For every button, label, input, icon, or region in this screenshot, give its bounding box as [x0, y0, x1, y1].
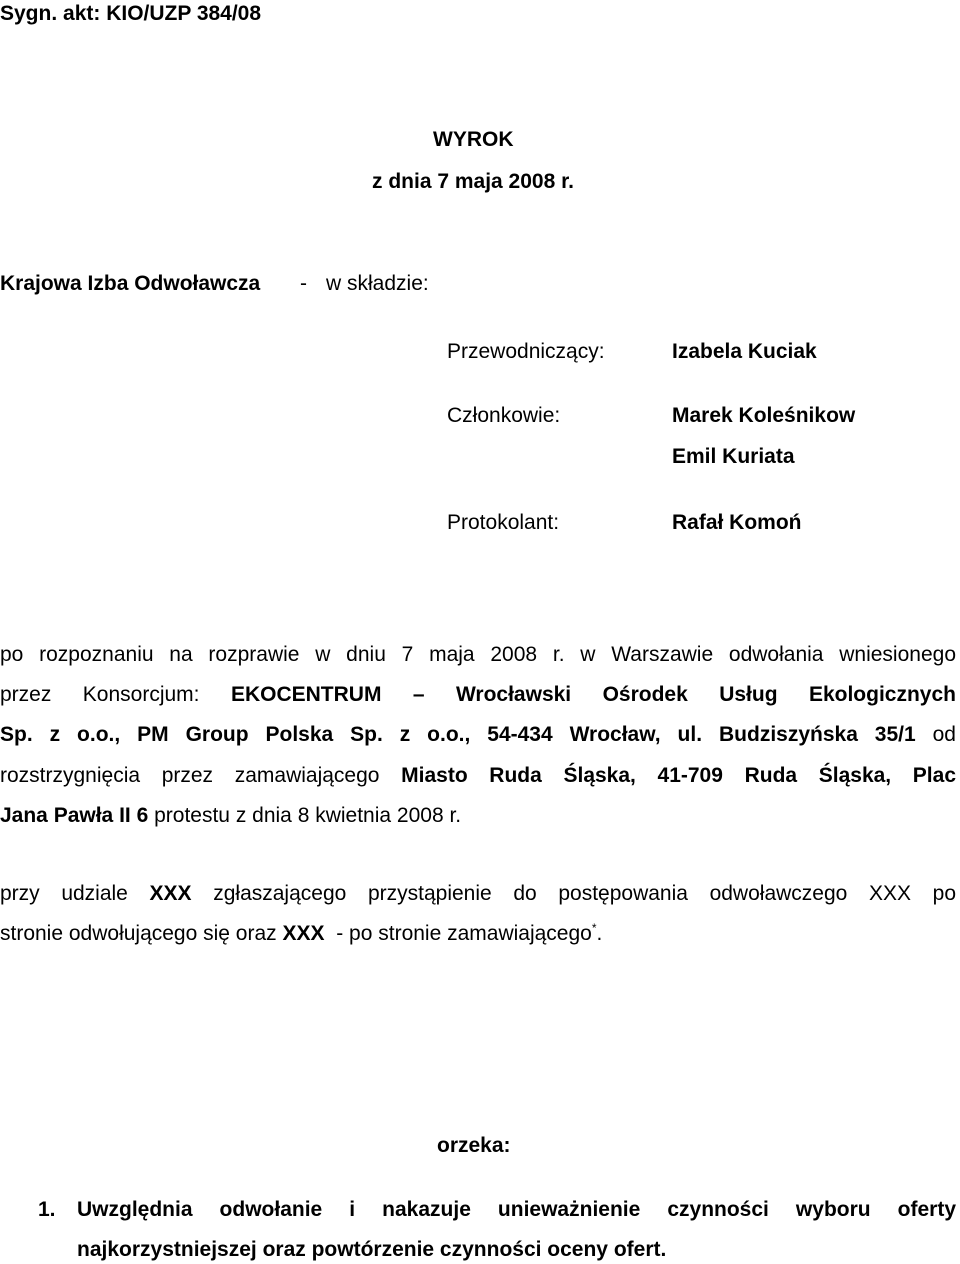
paragraph-line — [0, 922, 956, 946]
paragraph-line — [0, 764, 956, 788]
intervener-placeholder: XXX — [282, 922, 325, 945]
text-regular: zgłaszającego przystąpienie do postępowania odwoławczego XXX po — [213, 882, 956, 905]
paragraph-line — [0, 723, 956, 747]
ruling-item-number: 1. — [38, 1198, 56, 1221]
chamber-name: Krajowa Izba Odwoławcza — [0, 272, 261, 295]
contracting-authority: Miasto Ruda Śląska, 41-709 Ruda Śląska, Plac — [401, 764, 956, 787]
intervener-placeholder: XXX — [149, 882, 192, 905]
document-date: z dnia 7 maja 2008 r. — [372, 170, 574, 193]
text-regular: rozstrzygnięcia przez zamawiającego — [0, 764, 380, 787]
members-label: Członkowie: — [447, 404, 561, 427]
paragraph-line — [0, 683, 956, 707]
member-name: Marek Koleśnikow — [672, 404, 856, 427]
ruling-heading: orzeka: — [437, 1134, 511, 1157]
appellant-name: EKOCENTRUM – Wrocławski Ośrodek Usług Ekologicznych — [230, 683, 956, 706]
paragraph-line: po rozpoznaniu na rozprawie w dniu 7 maja 2008 r. w Warszawie odwołania wniesionego — [0, 643, 956, 666]
text-regular: od — [932, 723, 956, 746]
composition-intro: w składzie: — [326, 272, 429, 295]
chair-name: Izabela Kuciak — [672, 340, 817, 363]
text-regular: protestu z dnia 8 kwietnia 2008 r. — [154, 804, 462, 827]
paragraph-line — [0, 882, 956, 906]
ruling-item-line: Uwzględnia odwołanie i nakazuje unieważnienie czynności wyboru oferty — [77, 1198, 956, 1221]
paragraph-line — [0, 804, 956, 828]
footnote-marker: * — [591, 921, 597, 935]
appellant-details: Sp. z o.o., PM Group Polska Sp. z o.o., 54-434 Wrocław, ul. Budziszyńska 35/1 — [0, 723, 916, 746]
text-regular: stronie odwołującego się oraz — [0, 922, 277, 945]
text-regular: przy udziale — [0, 882, 128, 905]
clerk-label: Protokolant: — [447, 511, 560, 534]
text-regular: . — [596, 922, 603, 945]
chair-label: Przewodniczący: — [447, 340, 605, 363]
case-signature: Sygn. akt: KIO/UZP 384/08 — [0, 2, 262, 25]
document-title: WYROK — [433, 128, 514, 151]
contracting-authority-address: Jana Pawła II 6 — [0, 804, 149, 827]
composition-dash: - — [300, 272, 307, 295]
member-name: Emil Kuriata — [672, 445, 795, 468]
clerk-name: Rafał Komoń — [672, 511, 802, 534]
ruling-item-line: najkorzystniejszej oraz powtórzenie czynności oceny ofert. — [77, 1238, 667, 1261]
text-regular: przez Konsorcjum: — [0, 683, 200, 706]
text-regular: - po stronie zamawiającego — [336, 922, 592, 945]
